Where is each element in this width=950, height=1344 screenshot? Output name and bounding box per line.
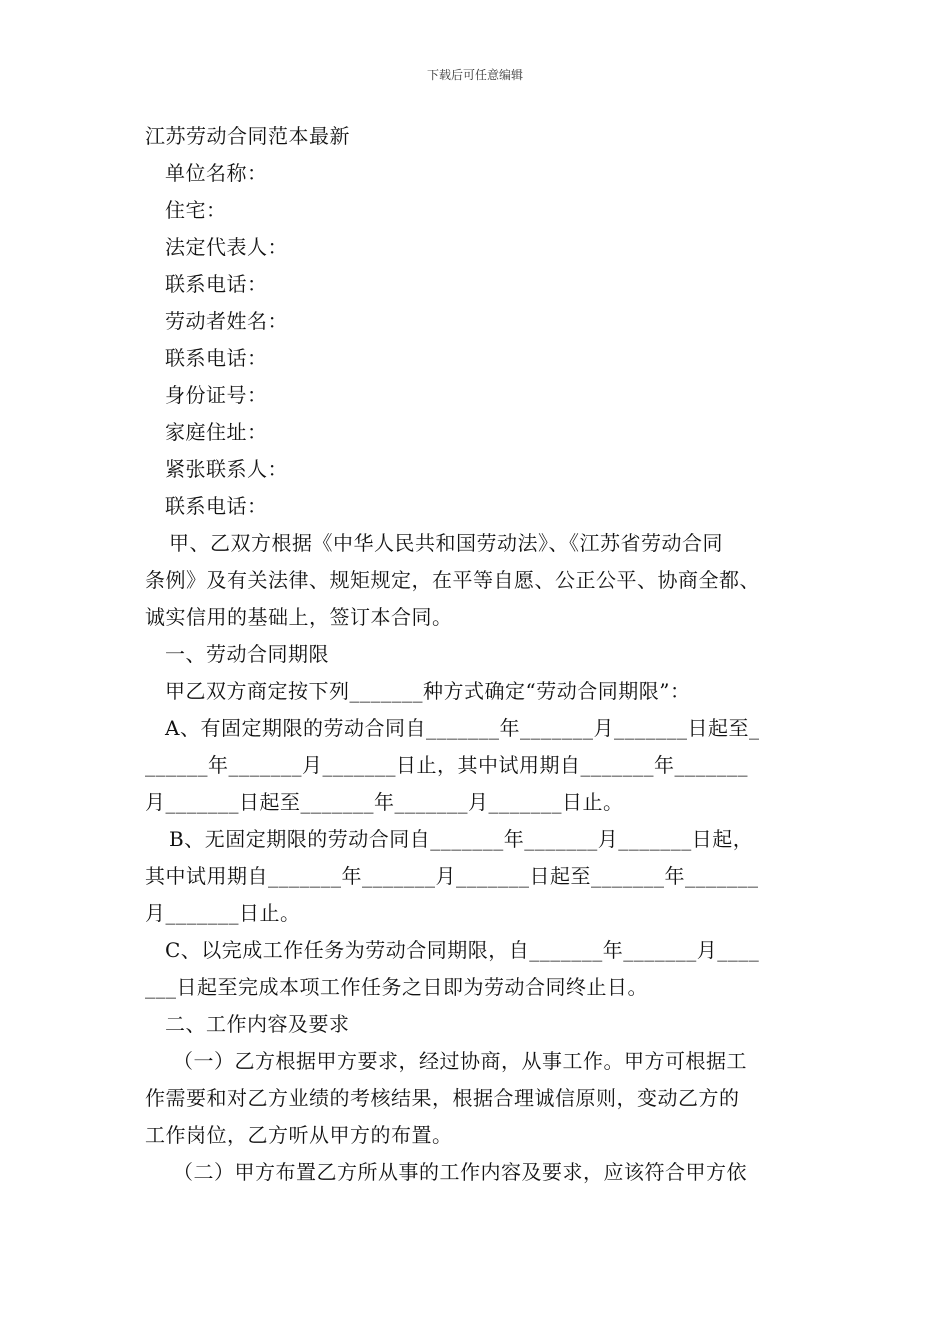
field-emergency-phone: 联系电话： <box>165 494 268 518</box>
option-b-line-1: B、无固定期限的劳动合同自_______年_______月_______日起， <box>169 827 754 851</box>
option-c-line-2: ___日起至完成本项工作任务之日即为劳动合同终止日。 <box>145 975 648 999</box>
field-worker-phone: 联系电话： <box>165 346 268 370</box>
section1-choose-line: 甲乙双方商定按下列_______种方式确定“劳动合同期限”： <box>165 679 691 703</box>
field-emergency-contact: 紧张联系人： <box>165 457 288 481</box>
option-a-line-1: A、有固定期限的劳动合同自_______年_______月_______日起至_ <box>165 716 760 740</box>
document-body <box>145 118 810 1191</box>
field-worker-name: 劳动者姓名： <box>165 309 288 333</box>
intro-line-2: 条例》及有关法律、规矩规定，在平等自愿、公正公平、协商全都、 <box>145 568 760 592</box>
section2-p2-line-1: （二）甲方布置乙方所从事的工作内容及要求，应该符合甲方依 <box>173 1160 747 1184</box>
page-header: 下载后可任意编辑 <box>426 68 523 82</box>
option-c-line-1: C、以完成工作任务为劳动合同期限，自_______年_______月____ <box>165 938 760 962</box>
option-b-line-2: 其中试用期自_______年_______月_______日起至_______年_______ <box>145 864 759 888</box>
option-b-line-3: 月_______日止。 <box>145 901 301 925</box>
option-a-line-3: 月_______日起至_______年_______月_______日止。 <box>145 790 624 814</box>
field-residence: 住宅： <box>165 198 227 222</box>
option-a-line-2: ______年_______月_______日止，其中试用期自_______年_______ <box>145 753 748 777</box>
section1-heading: 一、劳动合同期限 <box>165 642 329 666</box>
intro-line-1: 甲、乙双方根据《中华人民共和国劳动法》、《江苏省劳动合同 <box>169 531 723 555</box>
section2-p1-line-3: 工作岗位，乙方听从甲方的布置。 <box>145 1123 453 1147</box>
field-employer-phone: 联系电话： <box>165 272 268 296</box>
field-unit-name: 单位名称： <box>165 161 268 185</box>
intro-line-3: 诚实信用的基础上，签订本合同。 <box>145 605 453 629</box>
field-home-address: 家庭住址： <box>165 420 268 444</box>
section2-heading: 二、工作内容及要求 <box>165 1012 350 1036</box>
document-title: 江苏劳动合同范本最新 <box>145 124 350 148</box>
section2-p1-line-2: 作需要和对乙方业绩的考核结果，根据合理诚信原则，变动乙方的 <box>145 1086 740 1110</box>
field-id-number: 身份证号： <box>165 383 268 407</box>
field-legal-representative: 法定代表人： <box>165 235 288 259</box>
section2-p1-line-1: （一）乙方根据甲方要求，经过协商，从事工作。甲方可根据工 <box>173 1049 747 1073</box>
